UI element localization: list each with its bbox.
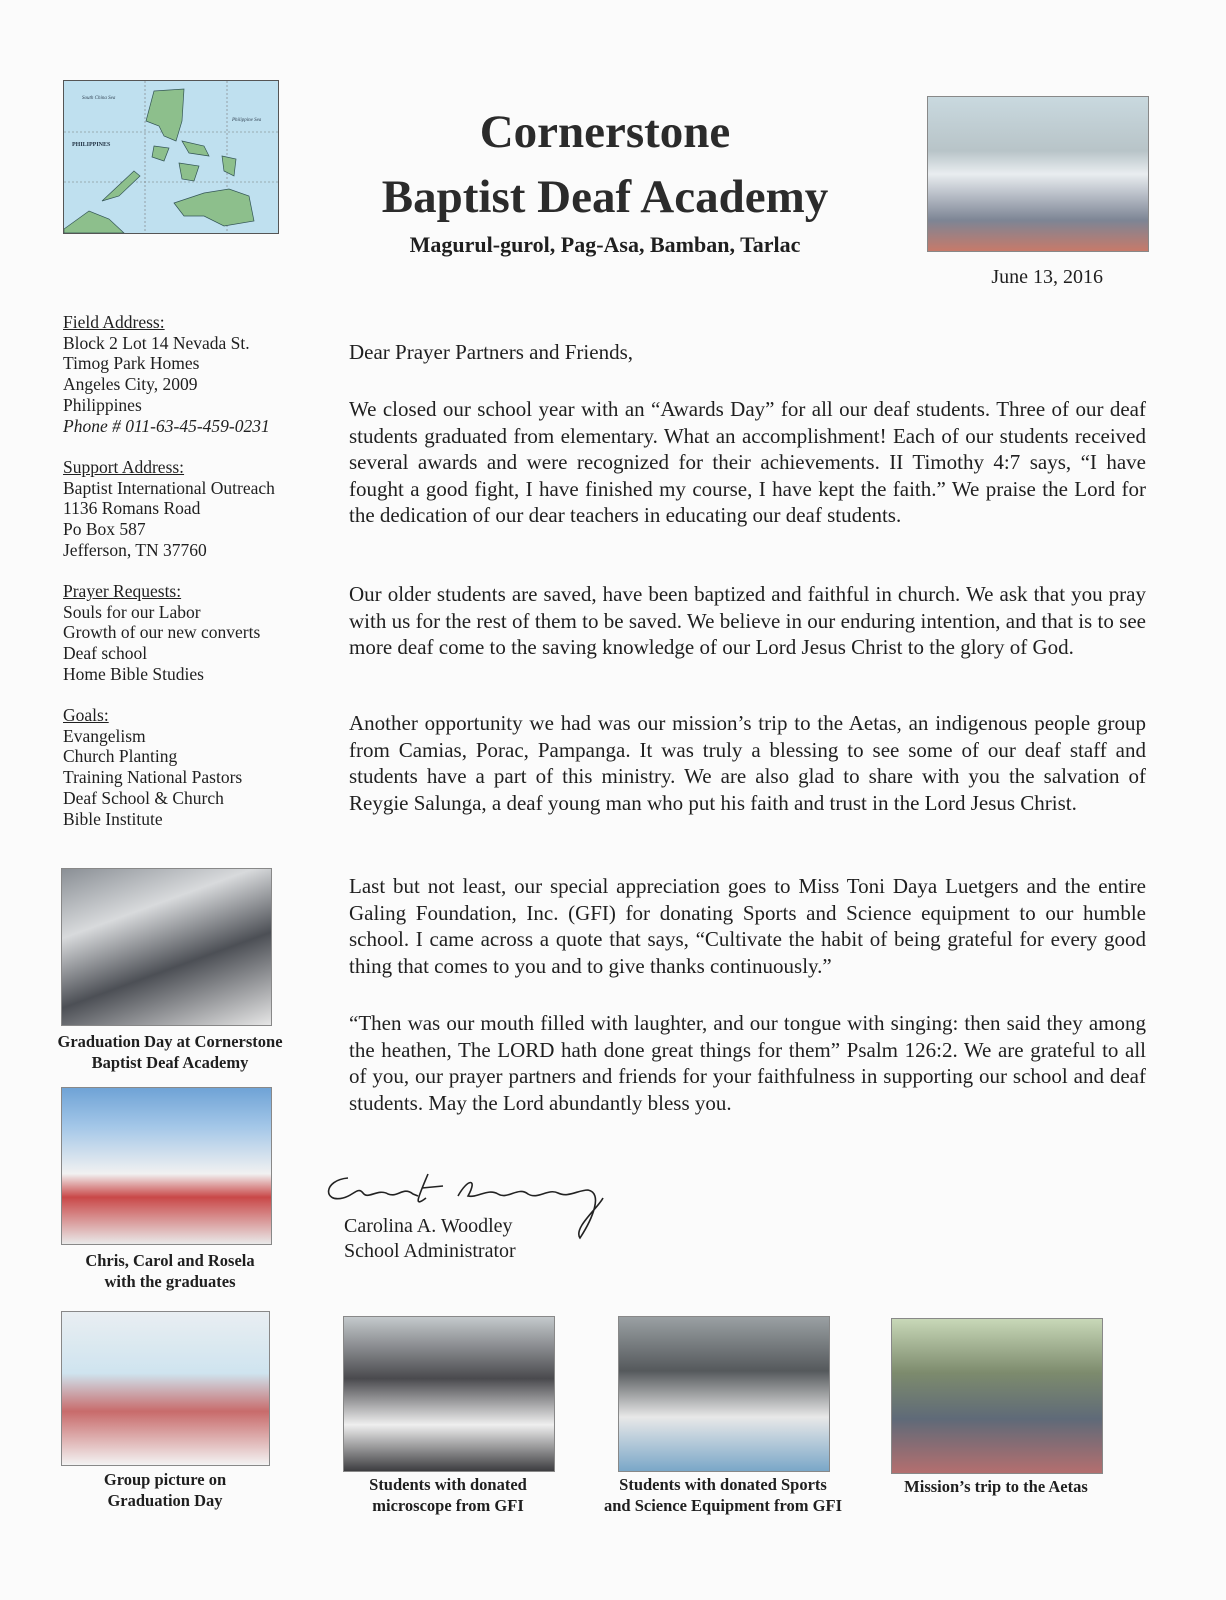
- mission-trip-photo: [891, 1318, 1103, 1474]
- list-item: Souls for our Labor: [63, 601, 201, 622]
- list-item: Deaf school: [63, 643, 148, 664]
- group-graduation-caption: Group picture on Graduation Day: [103, 1470, 227, 1510]
- list-item: Growth of our new converts: [63, 622, 261, 643]
- signer-title: School Administrator: [344, 1240, 516, 1262]
- address-line: Po Box 587: [63, 519, 146, 540]
- support-address-heading: Support Address:: [63, 457, 185, 477]
- paragraph-1: We closed our school year with an “Awards Day” for all our deaf students. Three of our deaf students graduated from elementary. What an accomplishment! Each of our students received several awards and were recognized for their achievements. II Timothy 4:7 says, “I have fought a good fight, I have finished my course, I have kept the faith.” We praise the Lord for the dedication of our dear teachers in educating our deaf students.: [349, 397, 1146, 528]
- address-line: Block 2 Lot 14 Nevada St.: [63, 332, 250, 353]
- graduates-caption: Chris, Carol and Rosela with the graduates: [85, 1251, 255, 1291]
- list-item: Church Planting: [63, 746, 178, 767]
- prayer-requests-heading: Prayer Requests:: [63, 581, 182, 601]
- paragraph-3: Another opportunity we had was our mission’s trip to the Aetas, an indigenous people group from Camias, Porac, Pampanga. It was truly a blessing to see some of our deaf staff and students have a part of this ministry. We are also glad to share with you the salvation of Reygie Salunga, a deaf young man who put his faith and trust in the Lord Jesus Christ.: [349, 711, 1146, 815]
- list-item: Home Bible Studies: [63, 663, 204, 684]
- prayer-requests: [63, 581, 333, 685]
- microscope-photo: [343, 1316, 555, 1472]
- org-name-line2: Baptist Deaf Academy: [381, 171, 829, 223]
- address-line: 1136 Romans Road: [63, 498, 201, 519]
- map-label-south-china-sea: South China Sea: [82, 96, 116, 101]
- address-line: Jefferson, TN 37760: [63, 539, 207, 560]
- paragraph-5: “Then was our mouth filled with laughter, and our tongue with singing: then said they among the heathen, The LORD hath done great things for them” Psalm 126:2. We are grateful to all of you, our prayer partners and friends for your faithfulness in supporting our school and deaf students. May the Lord abundantly bless you.: [349, 1011, 1146, 1115]
- paragraph-4: Last but not least, our special appreciation goes to Miss Toni Daya Luetgers and the entire Galing Foundation, Inc. (GFI) for donating Sports and Science equipment to our humble school. I came across a quote that says, “Cultivate the habit of being grateful for every good thing that comes to you and to give thanks continuously.”: [349, 874, 1146, 978]
- org-name-line1: Cornerstone: [479, 106, 731, 158]
- greeting: Dear Prayer Partners and Friends,: [349, 340, 633, 364]
- address-line: Baptist International Outreach: [63, 477, 275, 498]
- graduates-photo: [61, 1087, 272, 1245]
- address-line: Philippines: [63, 394, 142, 415]
- address-line: Angeles City, 2009: [63, 374, 198, 395]
- list-item: Training National Pastors: [63, 767, 243, 788]
- map-label-philippine-sea: Philippine Sea: [232, 118, 262, 123]
- mission-trip-caption: Mission’s trip to the Aetas: [904, 1477, 1088, 1496]
- students-group-photo: [927, 96, 1149, 252]
- paragraph-2: Our older students are saved, have been baptized and faithful in church. We ask that you pray with us for the rest of them to be saved. We believe in our enduring intention, and that is to see more deaf come to the saving knowledge of our Lord Jesus Christ to the glory of God.: [349, 582, 1146, 660]
- list-item: Deaf School & Church: [63, 787, 224, 808]
- phone-number: Phone # 011-63-45-459-0231: [63, 415, 270, 436]
- org-location: Magurul-gurol, Pag-Asa, Bamban, Tarlac: [409, 232, 801, 257]
- graduation-day-caption: Graduation Day at Cornerstone Baptist Deaf Academy: [57, 1032, 283, 1072]
- field-address-heading: Field Address:: [63, 312, 165, 332]
- graduation-day-photo: [61, 868, 272, 1026]
- sports-science-caption: Students with donated Sports and Science Equipment from GFI: [603, 1475, 843, 1515]
- goals: [63, 705, 333, 829]
- list-item: Evangelism: [63, 725, 146, 746]
- letter-date: June 13, 2016: [991, 266, 1103, 288]
- goals-heading: Goals:: [63, 705, 109, 725]
- field-address: [63, 312, 333, 436]
- sports-science-photo: [618, 1316, 830, 1472]
- address-line: Timog Park Homes: [63, 353, 200, 374]
- list-item: Bible Institute: [63, 808, 163, 829]
- signer-name: Carolina A. Woodley: [344, 1215, 513, 1237]
- group-graduation-photo: [61, 1311, 270, 1466]
- support-address: [63, 457, 333, 561]
- map-label-philippines: PHILIPPINES: [72, 142, 111, 148]
- microscope-caption: Students with donated microscope from GFI: [369, 1475, 527, 1515]
